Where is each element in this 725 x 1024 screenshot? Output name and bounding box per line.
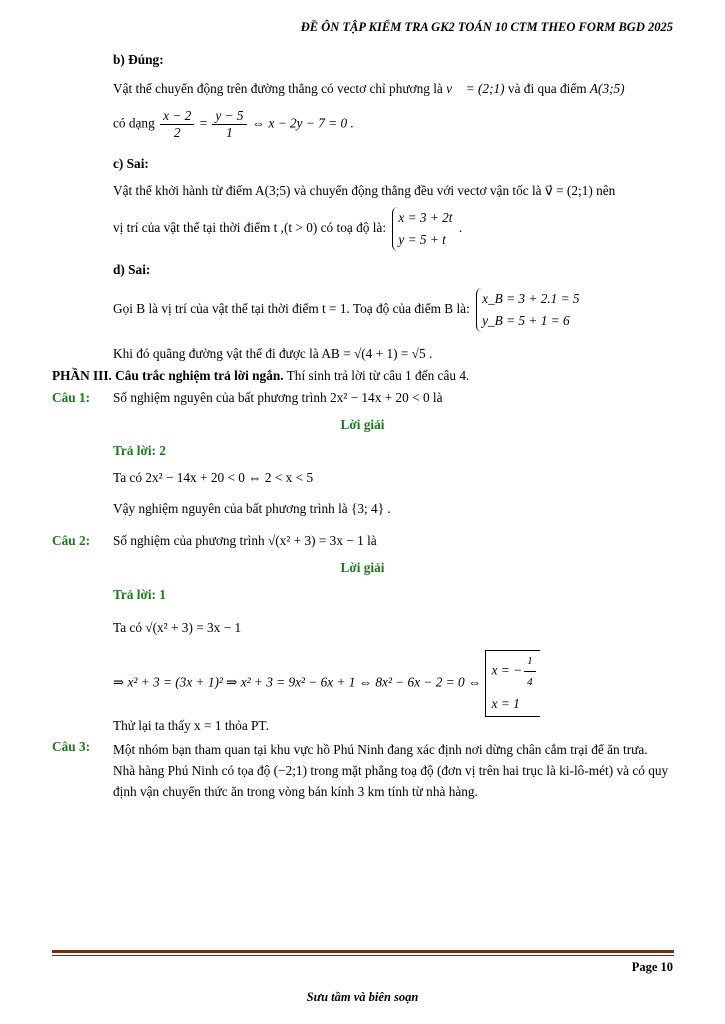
q2-root1-pre: x = − <box>491 662 523 678</box>
part-d-line2: Khi đó quãng đường vật thể đi được là AB = √(4 + 1) = √5 . <box>113 346 433 361</box>
part-b-line1-pre: Vật thể chuyển động trên đường thẳng có vectơ chỉ phương là <box>113 81 443 96</box>
q2-step1: Ta có √(x² + 3) = 3x − 1 <box>113 620 242 635</box>
fraction-1 <box>160 108 194 141</box>
part-b-line2 <box>113 108 354 141</box>
part-c-line2-post: . <box>458 220 463 236</box>
system-d-eq2: y_B = 5 + 1 = 6 <box>482 313 570 328</box>
part-d-line1 <box>113 288 583 332</box>
fraction-2-num: y − 5 <box>212 108 246 125</box>
part-b-line2-post: ⇔ x − 2y − 7 = 0 . <box>251 115 354 131</box>
part-c-label: c) Sai: <box>113 156 149 171</box>
point-a: A(3;5) <box>589 81 625 96</box>
q2-text: Số nghiệm của phương trình √(x² + 3) = 3x − 1 là <box>113 533 377 548</box>
q2-roots-bracket <box>485 650 540 717</box>
q1-text: Số nghiệm nguyên của bất phương trình 2x² − 14x + 20 < 0 là <box>113 390 443 405</box>
system-c-eq2: y = 5 + t <box>398 232 446 247</box>
q2-step2-text: ⇒ x² + 3 = (3x + 1)² ⇒ x² + 3 = 9x² − 6x + 1 ⇔ 8x² − 6x − 2 = 0 ⇔ <box>113 674 482 690</box>
q3-text: Một nhóm bạn tham quan tại khu vực hồ Phú Ninh đang xác định nơi dừng chân cắm trại để ăn trưa. Nhà hàng Phú Ninh có tọa độ (−2;1) trong mặt phẳng toạ độ (đơn vị trên hai trục là ki-lô-mét) và có quy định vận chuyển thức ăn trong vòng bán kính 3 km tính từ nhà hàng. <box>113 742 669 799</box>
part-d-label: d) Sai: <box>113 262 151 277</box>
fraction-2-den: 1 <box>226 125 233 140</box>
part-b-label: b) Đúng: <box>113 52 164 67</box>
system-c <box>392 207 452 251</box>
fraction-1-den: 2 <box>173 125 181 140</box>
q2-root1-frac <box>524 651 536 692</box>
footer-rule-thin <box>52 955 674 956</box>
q1-label: Câu 1: <box>52 390 91 405</box>
footer-rule-thick <box>52 950 674 953</box>
q1-step2: Vậy nghiệm nguyên của bất phương trình là {3; 4} . <box>113 501 391 516</box>
q2-label: Câu 2: <box>52 533 91 548</box>
part-3-heading <box>52 368 469 384</box>
q1-solution-label: Lời giải <box>340 417 385 432</box>
system-d-eq1: x_B = 3 + 2.1 = 5 <box>482 291 580 306</box>
part-d-line1-pre: Gọi B là vị trí của vật thể tại thời điểm t = 1. Toạ độ của điểm B là: <box>113 301 470 317</box>
q1-step1: Ta có 2x² − 14x + 20 < 0 ⇔ 2 < x < 5 <box>113 470 314 485</box>
part-3-subtitle: Thí sinh trả lời từ câu 1 đến câu 4. <box>286 368 470 383</box>
part-c-line2-pre: vị trí của vật thể tại thời điểm t ,(t > 0) có toạ độ là: <box>113 220 387 236</box>
q2-root1-num: 1 <box>524 651 536 672</box>
fraction-1-num: x − 2 <box>160 108 194 125</box>
q1-answer: Trả lời: 2 <box>113 443 166 458</box>
part-3-title: PHẦN III. Câu trắc nghiệm trả lời ngắn. <box>52 368 284 383</box>
q3-label: Câu 3: <box>52 739 91 754</box>
page-number: Page 10 <box>631 960 673 974</box>
fraction-2 <box>212 108 246 141</box>
part-c-line2 <box>113 207 462 251</box>
part-b-line2-pre: có dạng <box>113 115 155 131</box>
part-b-line1-mid: và đi qua điểm <box>507 81 587 96</box>
header-title: ĐỀ ÔN TẬP KIỂM TRA GK2 TOÁN 10 CTM THEO FORM BGD 2025 <box>300 20 673 34</box>
q2-root1 <box>492 651 540 692</box>
vector-v: v⃗ = (2;1) <box>446 81 505 96</box>
q2-step2 <box>113 650 540 717</box>
q2-root1-den: 4 <box>527 676 533 688</box>
q2-root2: x = 1 <box>491 696 520 711</box>
part-b-line1 <box>113 81 625 97</box>
footer-note: Sưu tầm và biên soạn <box>306 990 419 1004</box>
part-c-line1: Vật thể khởi hành từ điểm A(3;5) và chuyển động thẳng đều với vectơ vận tốc là v⃗ = (2;1) nên <box>113 183 616 198</box>
q2-answer: Trả lời: 1 <box>113 587 166 602</box>
q2-step3: Thử lại ta thấy x = 1 thỏa PT. <box>113 718 269 733</box>
equals-sign: = <box>199 115 208 131</box>
q2-solution-label: Lời giải <box>340 560 385 575</box>
system-d <box>476 288 579 332</box>
system-c-eq1: x = 3 + 2t <box>398 210 453 225</box>
